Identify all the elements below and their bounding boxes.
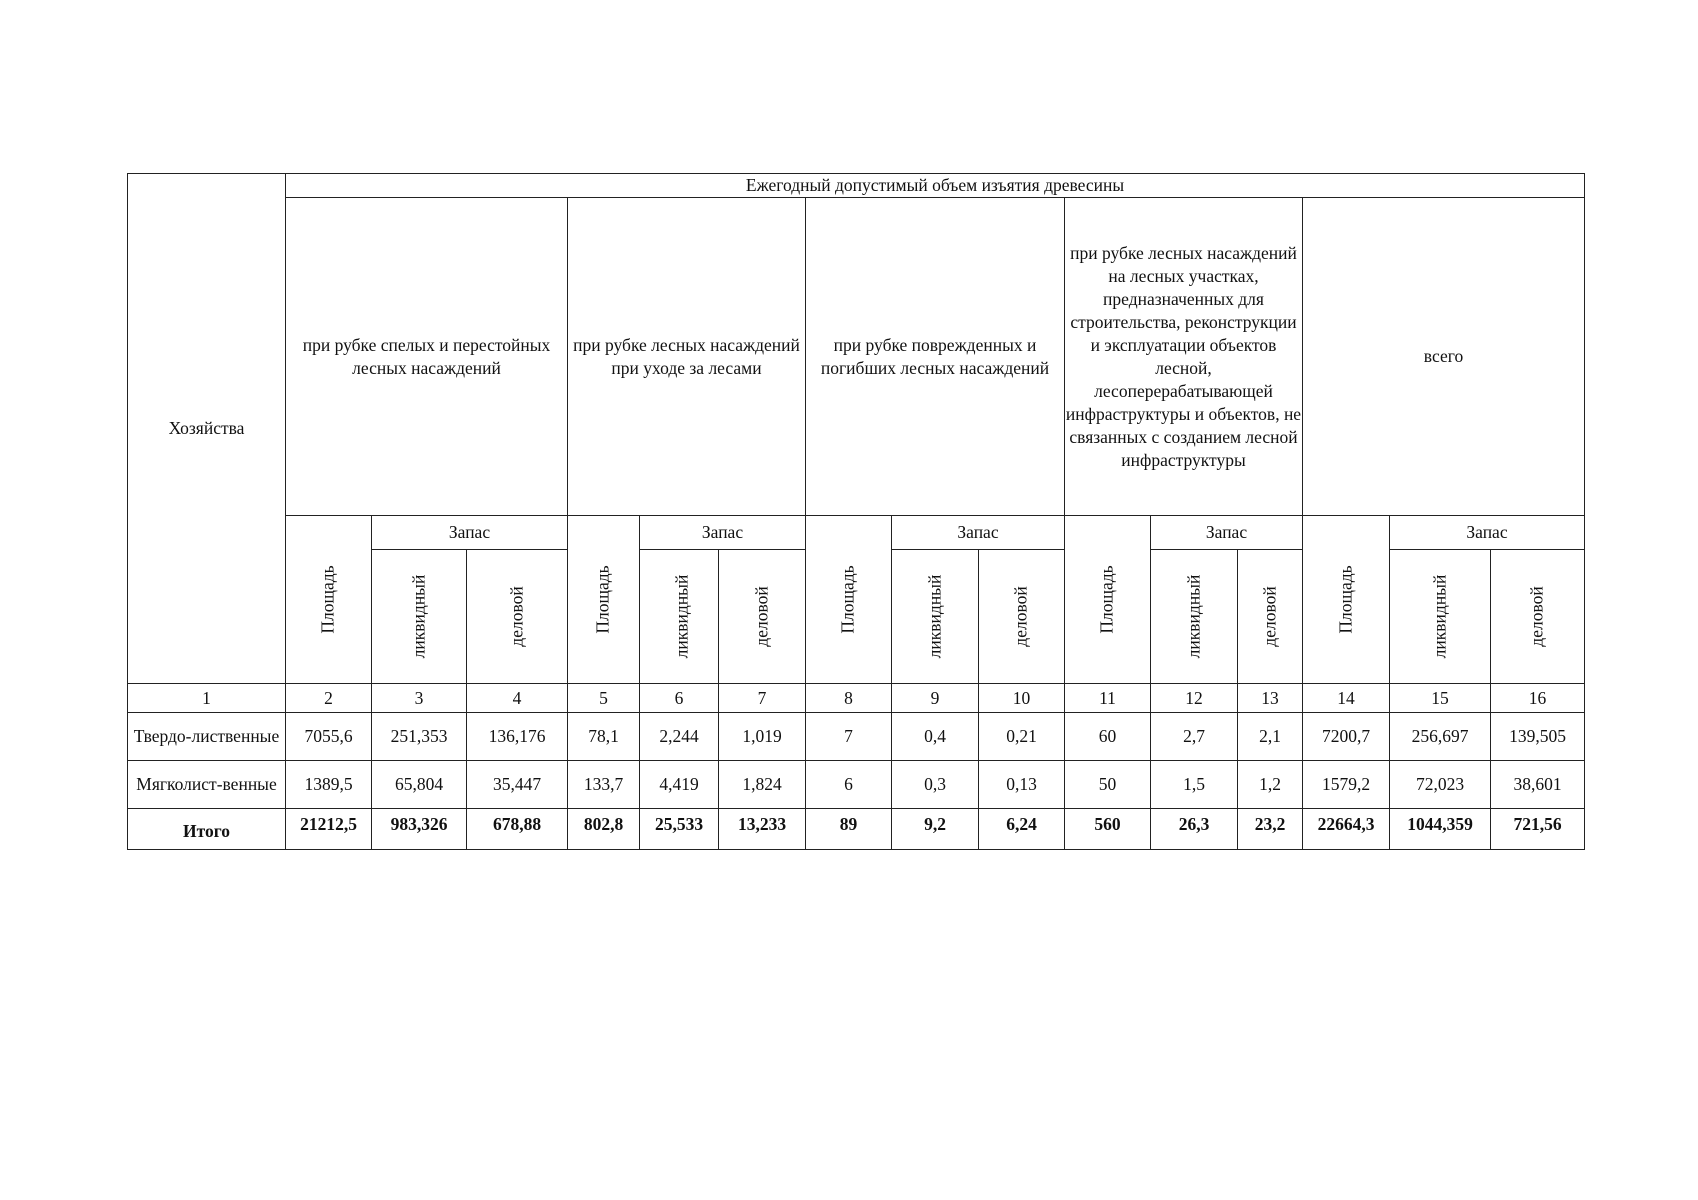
table-cell: 1,2: [1238, 761, 1303, 809]
col-number: 11: [1065, 684, 1151, 713]
table-cell: 1,5: [1151, 761, 1238, 809]
total-cell: 13,233: [719, 809, 806, 850]
total-cell: 21212,5: [286, 809, 372, 850]
row-label: Мягколист-венные: [128, 761, 286, 809]
table-cell: 50: [1065, 761, 1151, 809]
liquid-header: ликвидный: [640, 550, 719, 684]
stock-header: Запас: [1390, 516, 1585, 550]
annual-allowable-volume-header: Ежегодный допустимый объем изъятия древесины: [286, 174, 1585, 198]
business-header: деловой: [1238, 550, 1303, 684]
table-cell: 2,244: [640, 713, 719, 761]
table-cell: 251,353: [372, 713, 467, 761]
table-cell: 0,13: [979, 761, 1065, 809]
stock-header: Запас: [372, 516, 568, 550]
table-cell: 1,019: [719, 713, 806, 761]
total-cell: 9,2: [892, 809, 979, 850]
area-header: Площадь: [1065, 516, 1151, 684]
table-cell: 1,824: [719, 761, 806, 809]
col-number: 10: [979, 684, 1065, 713]
col-number: 4: [467, 684, 568, 713]
group-header-damaged: при рубке поврежденных и погибших лесных насаждений: [806, 198, 1065, 516]
table-cell: 139,505: [1491, 713, 1585, 761]
table-cell: 0,4: [892, 713, 979, 761]
area-header: Площадь: [806, 516, 892, 684]
total-label: Итого: [128, 809, 286, 850]
group-header-thinning: при рубке лесных насаждений при уходе за лесами: [568, 198, 806, 516]
liquid-header: ликвидный: [1151, 550, 1238, 684]
table-cell: 2,1: [1238, 713, 1303, 761]
column-number-row: [128, 684, 1585, 713]
col-number: 12: [1151, 684, 1238, 713]
col-number: 7: [719, 684, 806, 713]
business-header: деловой: [1491, 550, 1585, 684]
stock-header: Запас: [892, 516, 1065, 550]
total-cell: 802,8: [568, 809, 640, 850]
table-cell: 256,697: [1390, 713, 1491, 761]
total-cell: 26,3: [1151, 809, 1238, 850]
area-header: Площадь: [286, 516, 372, 684]
col-number: 1: [128, 684, 286, 713]
table-cell: 35,447: [467, 761, 568, 809]
col-number: 3: [372, 684, 467, 713]
group-header-total: всего: [1303, 198, 1585, 516]
table-cell: 2,7: [1151, 713, 1238, 761]
allowable-cut-table: [127, 173, 1585, 850]
table-cell: 65,804: [372, 761, 467, 809]
table-cell: 0,3: [892, 761, 979, 809]
col-number: 9: [892, 684, 979, 713]
table-cell: 7200,7: [1303, 713, 1390, 761]
col-number: 8: [806, 684, 892, 713]
total-cell: 1044,359: [1390, 809, 1491, 850]
group-header-mature: при рубке спелых и перестойных лесных насаждений: [286, 198, 568, 516]
col-number: 2: [286, 684, 372, 713]
table-cell: 0,21: [979, 713, 1065, 761]
col-number: 6: [640, 684, 719, 713]
table-cell: 7: [806, 713, 892, 761]
table-row: [128, 761, 1585, 809]
stock-header: Запас: [1151, 516, 1303, 550]
table-cell: 133,7: [568, 761, 640, 809]
row-label: Твердо-лиственные: [128, 713, 286, 761]
total-cell: 560: [1065, 809, 1151, 850]
table-cell: 4,419: [640, 761, 719, 809]
table-cell: 136,176: [467, 713, 568, 761]
total-cell: 22664,3: [1303, 809, 1390, 850]
business-header: деловой: [467, 550, 568, 684]
total-cell: 6,24: [979, 809, 1065, 850]
total-cell: 89: [806, 809, 892, 850]
stock-header: Запас: [640, 516, 806, 550]
total-cell: 25,533: [640, 809, 719, 850]
table-cell: 38,601: [1491, 761, 1585, 809]
col-number: 15: [1390, 684, 1491, 713]
farms-header: Хозяйства: [128, 174, 286, 684]
col-number: 16: [1491, 684, 1585, 713]
table-cell: 7055,6: [286, 713, 372, 761]
table-cell: 72,023: [1390, 761, 1491, 809]
table-cell: 1389,5: [286, 761, 372, 809]
table-cell: 78,1: [568, 713, 640, 761]
total-row: [128, 809, 1585, 850]
liquid-header: ликвидный: [372, 550, 467, 684]
col-number: 14: [1303, 684, 1390, 713]
group-header-construction: при рубке лесных насаждений на лесных участках, предназначенных для строительства, реконструкции и эксплуатации объектов лесной, лесоперерабатывающей инфраструктуры и объектов, не связанных с созданием лесной инфраструктуры: [1065, 198, 1303, 516]
total-cell: 721,56: [1491, 809, 1585, 850]
liquid-header: ликвидный: [892, 550, 979, 684]
table-cell: 60: [1065, 713, 1151, 761]
total-cell: 23,2: [1238, 809, 1303, 850]
total-cell: 983,326: [372, 809, 467, 850]
table-cell: 1579,2: [1303, 761, 1390, 809]
liquid-header: ликвидный: [1390, 550, 1491, 684]
col-number: 13: [1238, 684, 1303, 713]
total-cell: 678,88: [467, 809, 568, 850]
business-header: деловой: [979, 550, 1065, 684]
col-number: 5: [568, 684, 640, 713]
area-header: Площадь: [568, 516, 640, 684]
business-header: деловой: [719, 550, 806, 684]
table-row: [128, 713, 1585, 761]
area-header: Площадь: [1303, 516, 1390, 684]
table-cell: 6: [806, 761, 892, 809]
